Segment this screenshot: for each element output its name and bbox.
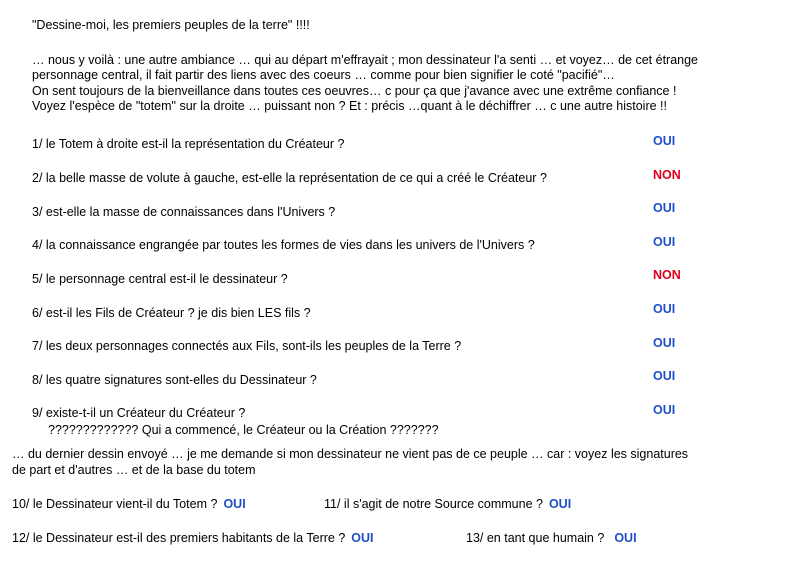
question-7: 7/ les deux personnages connectés aux Fils, sont-ils les peuples de la Terre ? — [32, 339, 462, 353]
intro-line-4: Voyez l'espèce de "totem" sur la droite … puissant non ? Et : précis …quant à le déchiffrer … c une autre histoire !! — [32, 99, 667, 113]
answer-13: OUI — [614, 531, 637, 545]
question-12 — [12, 531, 374, 546]
question-11-text: 11/ il s'agit de notre Source commune ? — [324, 497, 543, 511]
answer-7: OUI — [653, 336, 676, 350]
outro-line-1: … du dernier dessin envoyé … je me demande si mon dessinateur ne vient pas de ce peuple … car : voyez les signatures — [12, 447, 689, 461]
question-10 — [12, 497, 246, 512]
question-13-text: 13/ en tant que humain ? — [466, 531, 605, 545]
question-10-text: 10/ le Dessinateur vient-il du Totem ? — [12, 497, 218, 511]
question-11 — [324, 497, 571, 512]
answer-4: OUI — [653, 235, 676, 249]
question-8: 8/ les quatre signatures sont-elles du Dessinateur ? — [32, 373, 317, 387]
question-5: 5/ le personnage central est-il le dessinateur ? — [32, 272, 288, 286]
question-9-subtext: ????????????? Qui a commencé, le Créateur ou la Création ??????? — [48, 423, 439, 437]
intro-line-3: On sent toujours de la bienveillance dans toutes ces oeuvres… c pour ça que j'avance avec une extrême confiance ! — [32, 84, 677, 98]
intro-line-1: … nous y voilà : une autre ambiance … qui au départ m'effrayait ; mon dessinateur l'a senti … et voyez… de cet étrange — [32, 53, 699, 67]
answer-9: OUI — [653, 403, 676, 417]
question-12-text: 12/ le Dessinateur est-il des premiers habitants de la Terre ? — [12, 531, 346, 545]
question-3: 3/ est-elle la masse de connaissances dans l'Univers ? — [32, 205, 336, 219]
question-9: 9/ existe-t-il un Créateur du Créateur ? — [32, 406, 246, 420]
intro-line-2: personnage central, il fait partir des liens avec des coeurs … comme pour bien signifier le coté "pacifié"… — [32, 68, 615, 82]
answer-8: OUI — [653, 369, 676, 383]
question-2: 2/ la belle masse de volute à gauche, est-elle la représentation de ce qui a créé le Créateur ? — [32, 171, 547, 185]
outro-line-2: de part et d'autres … et de la base du totem — [12, 463, 256, 477]
question-4: 4/ la connaissance engrangée par toutes les formes de vies dans les univers de l'Univers ? — [32, 238, 535, 252]
answer-1: OUI — [653, 134, 676, 148]
question-1: 1/ le Totem à droite est-il la représentation du Créateur ? — [32, 137, 345, 151]
question-13 — [466, 531, 637, 546]
answer-10: OUI — [223, 497, 246, 511]
answer-5: NON — [653, 268, 681, 282]
answer-6: OUI — [653, 302, 676, 316]
question-6: 6/ est-il les Fils de Créateur ? je dis bien LES fils ? — [32, 306, 311, 320]
answer-11: OUI — [548, 497, 572, 511]
answer-3: OUI — [653, 201, 676, 215]
answer-2: NON — [653, 168, 681, 182]
answer-12: OUI — [351, 531, 374, 545]
page-title: "Dessine-moi, les premiers peuples de la terre" !!!! — [32, 18, 310, 32]
